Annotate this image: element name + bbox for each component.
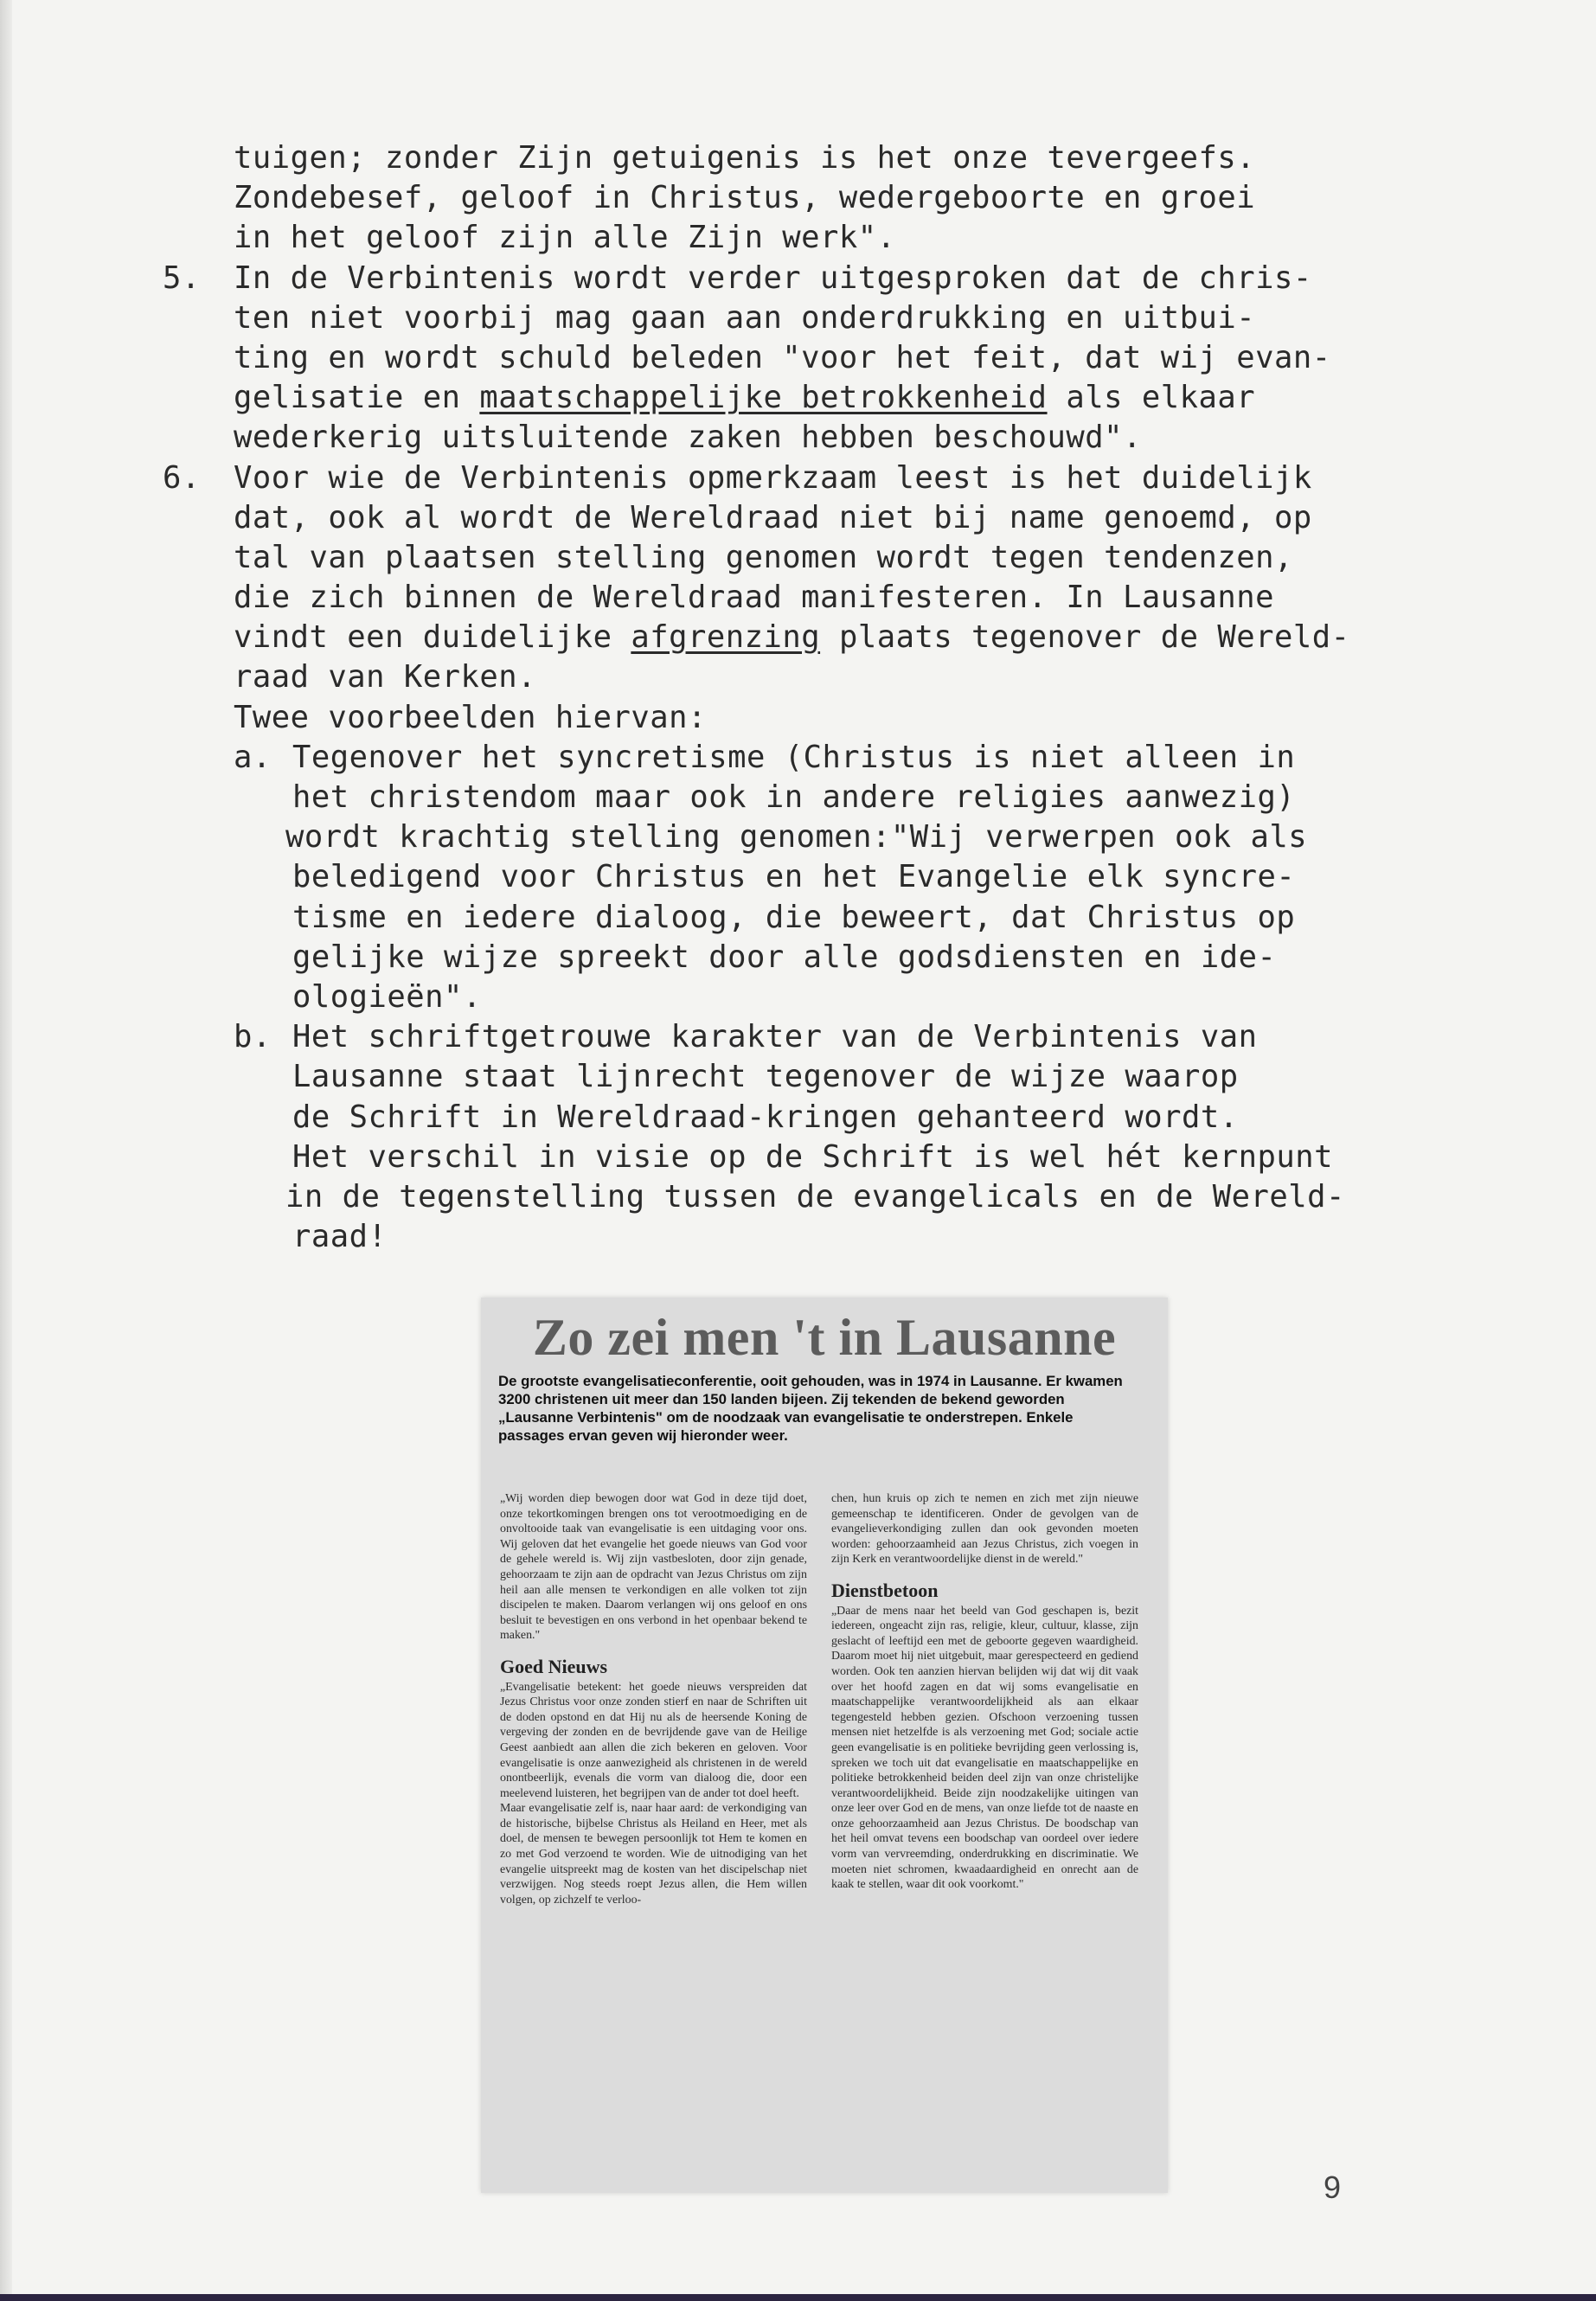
list-marker: b. <box>234 1019 272 1055</box>
text-fragment: vindt een duidelijke <box>234 619 631 656</box>
text-line <box>164 618 1445 657</box>
text-line <box>164 378 1445 418</box>
list-marker: 5. <box>163 260 201 296</box>
text-line: wordt krachtig stelling genomen:"Wij verwerpen ook als <box>285 819 1308 856</box>
text-line: de Schrift in Wereldraad-kringen gehanteerd wordt. <box>292 1099 1239 1135</box>
text-line: tuigen; zonder Zijn getuigenis is het onze tevergeefs. <box>234 140 1256 176</box>
clipping-title: Zo zei men 't in Lausanne <box>532 1309 1117 1366</box>
text-line: tal van plaatsen stelling genomen wordt tegen tendenzen, <box>234 539 1293 575</box>
clipping-paragraph: „Daar de mens naar het beeld van God geschapen is, bezit iedereen, ongeacht zijn ras, religie, kleur, cultuur, klasse, zijn geslacht of leeftijd een met de geboorte gegeven waardigheid. Daarom moet hij niet uitgebuit, maar gerespecteerd en gediend worden. Ook ten aanzien hiervan belijden wij dat wij dit vaak over het hoofd zagen en dat wij soms evangelisatie en maatschappelijke verantwoordelijkheid als aan elkaar tegengesteld hebben gezien. Ofschoon verzoening tussen mensen niet hetzelfde is als verzoening met God; sociale actie geen evangelisatie is en politieke bevrijding geen verlossing is, spreken we toch uit dat evangelisatie en maatschappelijke en politieke betrokkenheid beiden deel zijn van onze christelijke verantwoordelijkheid. Beide zijn noodzakelijke uitingen van onze leer over God en de mens, van onze liefde tot de naaste en onze gehoorzaamheid aan Jezus Christus. De boodschap van het heil omvat tevens een boodschap van oordeel over iedere vorm van vervreemding, onderdrukking en discriminatie. We moeten niet schromen, kwaadaardigheid en onrecht aan de kaak te stellen, waar dit ook voorkomt." <box>831 1604 1138 1892</box>
underlined-phrase: afgrenzing <box>631 619 821 656</box>
text-fragment: als elkaar <box>1047 380 1256 416</box>
list-marker: a. <box>234 739 272 775</box>
clipping-left-column <box>500 1491 807 1907</box>
newspaper-clipping <box>481 1298 1168 2193</box>
list-marker: 6. <box>163 459 201 496</box>
clipping-paragraph: „Wij worden diep bewogen door wat God in deze tijd doet, onze tekortkomingen brengen ons tot verootmoediging en de onvoltooide taak van evangelisatie is een uitdaging voor ons. Wij geloven dat het evangelie het goede nieuws van God voor de gehele wereld is. Wij zijn vastbesloten, door zijn genade, gehoorzaam te zijn aan de opdracht van Jezus Christus om zijn heil aan alle mensen te verkondigen en alle volken tot zijn discipelen te maken. Daarom verlangen wij ons geloof en ons besluit te bevestigen en ons verbond in het openbaar bekend te maken." <box>500 1492 807 1643</box>
text-line: die zich binnen de Wereldraad manifesteren. In Lausanne <box>234 580 1275 616</box>
text-line: Het schriftgetrouwe karakter van de Verbintenis van <box>292 1019 1258 1055</box>
list-item-6 <box>164 458 1445 498</box>
page-edge <box>0 0 12 2301</box>
text-line: beledigend voor Christus en het Evangelie elk syncre- <box>292 859 1296 895</box>
clipping-right-column <box>831 1491 1138 1893</box>
text-line: dat, ook al wordt de Wereldraad niet bij name genoemd, op <box>234 499 1312 535</box>
text-line: in het geloof zijn alle Zijn werk". <box>234 220 896 256</box>
text-line: wederkerig uitsluitende zaken hebben beschouwd". <box>234 420 1142 456</box>
text-line: gelijke wijze spreekt door alle godsdiensten en ide- <box>292 939 1277 975</box>
text-line: raad van Kerken. <box>234 659 536 695</box>
text-line: Twee voorbeelden hiervan: <box>234 699 707 735</box>
text-line: ten niet voorbij mag gaan aan onderdrukking en uitbui- <box>234 299 1256 336</box>
text-line: tisme en iedere dialoog, die beweert, dat Christus op <box>292 899 1296 935</box>
text-line: Zondebesef, geloof in Christus, wedergeboorte en groei <box>234 180 1256 216</box>
page-number: 9 <box>1324 2170 1342 2205</box>
text-line: ologieën". <box>292 978 482 1015</box>
text-fragment: gelisatie en <box>234 380 480 416</box>
clipping-heading-dienstbetoon: Dienstbetoon <box>831 1579 939 1601</box>
text-line: In de Verbintenis wordt verder uitgesproken dat de chris- <box>234 260 1312 296</box>
clipping-paragraph: Maar evangelisatie zelf is, naar haar aard: de verkondiging van de historische, bijbelse Christus als Heiland en Heer, met als doel, de mensen te bewegen persoonlijk tot Hem te komen en zo met God verzoend te worden. Wie de uitnodiging van het evangelie uitspreekt mag de kosten van het discipelschap niet verzwijgen. Nog steeds roept Jezus allen, die Hem willen volgen, op zichzelf te verloo- <box>500 1802 807 1907</box>
sub-item-b <box>164 1017 1445 1057</box>
text-line: in de tegenstelling tussen de evangelicals en de Wereld- <box>285 1178 1345 1215</box>
clipping-paragraph: chen, hun kruis op zich te nemen en zich met zijn nieuwe gemeenschap te identificeren. Onder de gevolgen van de evangelieverkondiging zullen dan ook gevonden moeten worden: gehoorzaamheid aan Jezus Christus, zich voegen in zijn Kerk en verantwoordelijke dienst in de wereld." <box>831 1492 1138 1567</box>
text-line: Tegenover het syncretisme (Christus is niet alleen in <box>292 739 1296 775</box>
text-line: ting en wordt schuld beleden "voor het feit, dat wij evan- <box>234 339 1331 375</box>
scan-bottom-edge <box>0 2294 1596 2301</box>
clipping-paragraph: „Evangelisatie betekent: het goede nieuws verspreiden dat Jezus Christus voor onze zonden stierf en naar de Schriften uit de doden opstond en dat Hij nu als de heersende Koning de vergeving der zonden en de bevrijdende gave van de Heilige Geest aanbiedt aan allen die zich bekeren en geloven. Voor evangelisatie is onze aanwezigheid als christenen in de wereld onontbeerlijk, evenals die vorm van dialoog die, door een meelevend luisteren, het begrijpen van de ander tot doel heeft. <box>500 1680 807 1800</box>
text-line: Lausanne staat lijnrecht tegenover de wijze waarop <box>292 1059 1239 1095</box>
list-item-5 <box>164 259 1445 298</box>
text-fragment: plaats tegenover de Wereld- <box>820 619 1350 656</box>
clipping-intro: De grootste evangelisatieconferentie, ooit gehouden, was in 1974 in Lausanne. Er kwamen 3200 christenen uit meer dan 150 landen bijeen. Zij tekenden de bekend geworden „Lausanne Verbintenis" om de noodzaak van evangelisatie te onderstrepen. Enkele passages ervan geven wij hieronder weer. <box>498 1373 1123 1444</box>
text-line: Voor wie de Verbintenis opmerkzaam leest is het duidelijk <box>234 459 1312 496</box>
text-line: Het verschil in visie op de Schrift is wel hét kernpunt <box>292 1138 1334 1175</box>
sub-item-a <box>164 738 1445 778</box>
typed-body-text <box>164 138 1445 1257</box>
underlined-phrase: maatschappelijke betrokkenheid <box>479 380 1048 416</box>
clipping-heading-goed-nieuws: Goed Nieuws <box>500 1655 608 1677</box>
text-line: raad! <box>292 1219 388 1255</box>
text-line: het christendom maar ook in andere religies aanwezig) <box>292 779 1296 815</box>
